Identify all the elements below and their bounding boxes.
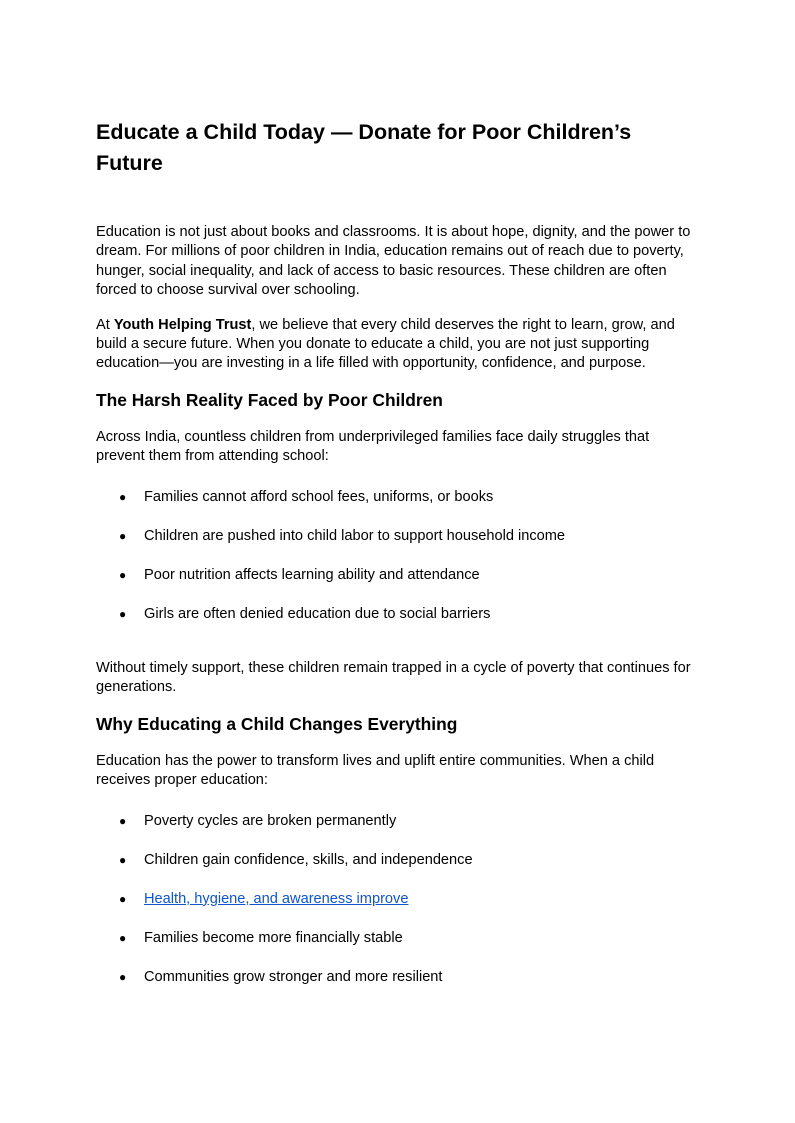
list-item: ● Poverty cycles are broken permanently [96,812,701,831]
list-item: ● Communities grow stronger and more resilient [96,968,701,987]
list-item: ● Families become more financially stable [96,929,701,948]
trust-suffix: , we believe that every child deserves the right to learn, grow, and build a secure future. When you donate to educate a child, you are not just supporting education—you are investing in a life filled with opportunity, confidence, and purpose. [96,316,675,372]
health-hygiene-link[interactable]: Health, hygiene, and awareness improve [144,890,409,907]
section1-closing: Without timely support, these children remain trapped in a cycle of poverty that continues for generations. [96,660,691,696]
list-item: ● Children are pushed into child labor to support household income [96,527,701,546]
list-item: ● Families cannot afford school fees, uniforms, or books [96,488,701,507]
section-heading-harsh-reality: The Harsh Reality Faced by Poor Children [96,389,443,410]
org-name: Youth Helping Trust [113,316,252,333]
bullet-icon: ● [119,606,127,621]
trust-prefix: At [96,316,114,333]
bullet-icon: ● [119,891,127,906]
bullet-icon: ● [119,528,127,543]
list-item: ● Girls are often denied education due to social barriers [96,605,701,624]
bullet-icon: ● [119,489,127,504]
list-item [96,890,701,909]
section1-intro: Across India, countless children from underprivileged families face daily struggles that prevent them from attending school: [96,428,650,465]
why-educating-list [96,812,701,987]
section-heading-why-educating: Why Educating a Child Changes Everything [96,713,458,734]
page-title: Educate a Child Today — Donate for Poor Children’s Future [96,120,632,175]
list-item: ● Poor nutrition affects learning ability and attendance [96,566,701,585]
intro-paragraph: Education is not just about books and classrooms. It is about hope, dignity, and the power to dream. For millions of poor children in India, education remains out of reach due to poverty, hunger, social inequality, and lack of access to basic resources. These children are often forced to choose survival over schooling. [96,224,691,299]
section2-intro: Education has the power to transform lives and uplift entire communities. When a child receives proper education: [96,752,655,789]
list-item: ● Children gain confidence, skills, and independence [96,851,701,870]
harsh-reality-list [96,488,701,624]
trust-paragraph [96,316,701,374]
bullet-icon: ● [119,852,127,867]
document-page [96,117,701,1007]
bullet-icon: ● [119,567,127,582]
bullet-icon: ● [119,969,127,984]
bullet-icon: ● [119,813,127,828]
bullet-icon: ● [119,930,127,945]
